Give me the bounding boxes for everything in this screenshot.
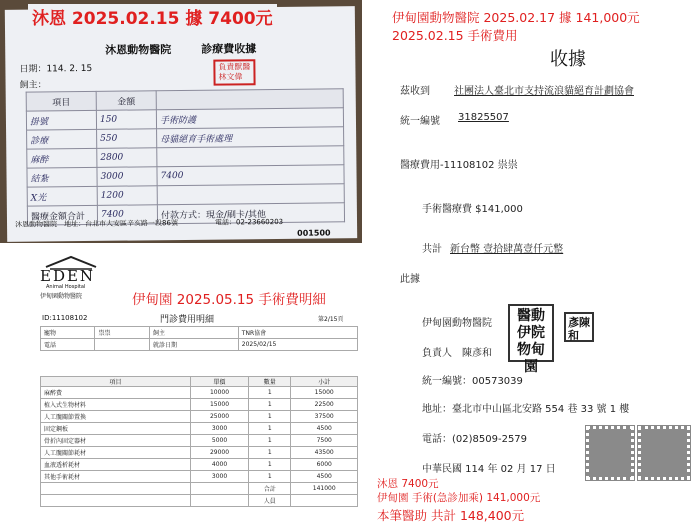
table-row	[41, 435, 358, 447]
row-item: 結紮	[27, 167, 97, 187]
info-table	[40, 326, 358, 351]
fee-cell: 15000	[191, 399, 249, 411]
table-row	[41, 327, 358, 339]
fee-cell	[191, 483, 249, 495]
fee-cell: 37500	[291, 411, 358, 423]
info-cell: 電話	[41, 339, 95, 351]
fee-cell: 1	[249, 399, 291, 411]
fee-cell: 1	[249, 411, 291, 423]
surgery-line: 手術醫療費 $141,000	[422, 204, 523, 215]
col-note	[156, 89, 343, 110]
fee-cell: 7500	[291, 435, 358, 447]
col-header: 數量	[249, 377, 291, 387]
fee-line: 醫療費用-11108102 祟祟	[400, 160, 518, 171]
detail-title: 門診費用明細	[160, 315, 215, 325]
table-row	[41, 459, 358, 471]
date-line: 日期：114. 2. 15	[19, 63, 93, 75]
fee-cell: 其他手術耗材	[41, 471, 191, 483]
receipt-label: 沐恩 2025.02.15 據 7400元	[28, 4, 277, 29]
doc-title: 診療費收據	[201, 42, 257, 56]
info-cell: 2025/02/15	[238, 339, 357, 351]
responsible: 負責人 陳彥和	[422, 348, 492, 359]
row-amount: 1200	[97, 186, 157, 206]
receipt-phone: 電話：02-23660203	[214, 217, 284, 227]
fee-cell: 固定鋼板	[41, 423, 191, 435]
note-line-1: 沐恩 7400元	[377, 478, 439, 490]
row-amount: 2800	[97, 148, 157, 168]
total-value: 7400	[97, 205, 157, 225]
fee-cell	[41, 483, 191, 495]
info-cell: 祟祟	[95, 327, 149, 339]
postage-stamp	[586, 426, 634, 480]
fee-cell: 4000	[191, 459, 249, 471]
fee-cell: 人工髖關節耗材	[41, 447, 191, 459]
owner-line: 飼主：	[19, 80, 47, 91]
row-amount: 150	[96, 110, 156, 130]
taxid-label: 統一編號	[400, 116, 440, 127]
table-row	[41, 471, 358, 483]
receipt-label-1: 伊甸園動物醫院 2025.02.17 據 141,000元	[392, 10, 640, 25]
row-note: 7400	[157, 165, 344, 186]
table-row	[41, 447, 358, 459]
table-row	[41, 423, 358, 435]
row-item: 診療	[27, 129, 97, 149]
fee-cell: 1	[249, 459, 291, 471]
fee-cell: 3000	[191, 471, 249, 483]
col-header: 小計	[291, 377, 358, 387]
sign-row	[41, 495, 358, 507]
row-item: X光	[27, 186, 97, 206]
row-note: 手術防護	[156, 108, 343, 129]
fee-cell: 4500	[291, 471, 358, 483]
logo-sub: Animal Hospital	[46, 284, 86, 290]
receipt-label-2: 2025.02.15 手術費用	[392, 28, 518, 43]
receipt-eden	[370, 0, 700, 525]
row-item: 掛號	[26, 110, 96, 130]
receipt-date: 中華民國 114 年 02 月 17 日	[422, 464, 556, 475]
fee-cell: 1	[249, 387, 291, 399]
clinic-name: 沐恩動物醫院	[105, 43, 172, 57]
fee-cell: 骨折內固定器材	[41, 435, 191, 447]
fee-cell: 10000	[191, 387, 249, 399]
total-words: 新台幣 壹拾肆萬壹仟元整	[450, 244, 564, 255]
fee-cell: 6000	[291, 459, 358, 471]
hospital-address: 地址：臺北市中山區北安路 554 巷 33 號 1 樓	[422, 404, 630, 415]
table-row	[41, 387, 358, 399]
detail-id: ID:11108102	[42, 314, 88, 322]
col-item: 項目	[26, 91, 96, 111]
table-row	[41, 339, 358, 351]
receipt-paper	[5, 6, 357, 242]
fee-cell: 麻醉費	[41, 387, 191, 399]
fee-cell: 1	[249, 423, 291, 435]
fee-cell: 1	[249, 471, 291, 483]
fee-cell: 25000	[191, 411, 249, 423]
fee-cell: 1	[249, 435, 291, 447]
info-cell: 寵物	[41, 327, 95, 339]
taxid-value: 31825507	[458, 112, 509, 123]
fee-table	[40, 376, 358, 507]
payer-name: 社團法人臺北市支持流浪貓絕育計劃協會	[454, 86, 634, 97]
col-amount: 金額	[96, 91, 156, 111]
fee-cell: 3000	[191, 423, 249, 435]
received-prefix: 茲收到	[400, 86, 430, 97]
note-line-2: 伊甸園 手術(急診加乘) 141,000元	[377, 492, 541, 504]
fee-cell: 植入式生物材料	[41, 399, 191, 411]
info-cell: 飼主	[149, 327, 238, 339]
fee-cell: 血液透析耗材	[41, 459, 191, 471]
hospital-stamp: 醫動伊院物甸園	[508, 304, 554, 362]
fee-cell: 5000	[191, 435, 249, 447]
receipt-footer: 沐恩動物醫院 地址：台北市大安區辛亥路一段86號	[15, 219, 179, 229]
total-label: 合計	[249, 483, 291, 495]
fee-cell: 1	[249, 447, 291, 459]
person-stamp: 彥陳和	[564, 312, 594, 342]
fee-cell: 43500	[291, 447, 358, 459]
fee-cell: 22500	[291, 399, 358, 411]
ack: 此據	[400, 274, 420, 285]
total-prefix: 共計	[422, 244, 442, 255]
detail-page: 第2/15頁	[318, 316, 344, 323]
vet-stamp: 負責獸醫 林文偉	[213, 59, 255, 85]
total-label: 醫療金額合計	[27, 205, 97, 225]
row-note: 母貓絕育手術處理	[157, 127, 344, 148]
note-line-3: 本筆醫助 共計 148,400元	[377, 508, 525, 523]
hospital-taxid: 統一編號：00573039	[422, 376, 523, 387]
fee-cell	[191, 495, 249, 507]
fee-cell: 人工髖關節置換	[41, 411, 191, 423]
row-amount: 550	[97, 129, 157, 149]
detail-sheet	[30, 250, 370, 525]
row-item: 麻醉	[27, 148, 97, 168]
col-header: 項目	[41, 377, 191, 387]
postage-stamp	[638, 426, 690, 480]
fee-cell: 29000	[191, 447, 249, 459]
info-cell	[95, 339, 149, 351]
row-note	[157, 184, 344, 205]
receipt-muen	[0, 0, 362, 243]
total-row	[41, 483, 358, 495]
fee-cell: 15000	[291, 387, 358, 399]
total-value: 141000	[291, 483, 358, 495]
sign-label: 人員	[249, 495, 291, 507]
pay-label: 付款方式：現金/刷卡/其他	[157, 203, 344, 224]
receipt-table	[26, 88, 345, 225]
fee-cell	[291, 495, 358, 507]
table-row	[41, 399, 358, 411]
detail-label: 伊甸園 2025.05.15 手術費明細	[132, 292, 326, 308]
receipt-title: 收據	[550, 49, 586, 70]
info-cell: TNR協會	[238, 327, 357, 339]
table-row	[41, 411, 358, 423]
fee-cell: 4500	[291, 423, 358, 435]
hospital-phone: 電話：(02)8509-2579	[422, 434, 528, 445]
fee-cell	[41, 495, 191, 507]
row-amount: 3000	[97, 167, 157, 187]
logo-text: EDEN	[40, 267, 96, 285]
receipt-serial: 001500	[297, 228, 331, 238]
row-note	[157, 146, 344, 167]
hospital-name: 伊甸園動物醫院	[422, 318, 492, 329]
info-cell: 就診日期	[149, 339, 238, 351]
logo-cn: 伊甸園動物醫院	[40, 293, 83, 300]
col-header: 單價	[191, 377, 249, 387]
